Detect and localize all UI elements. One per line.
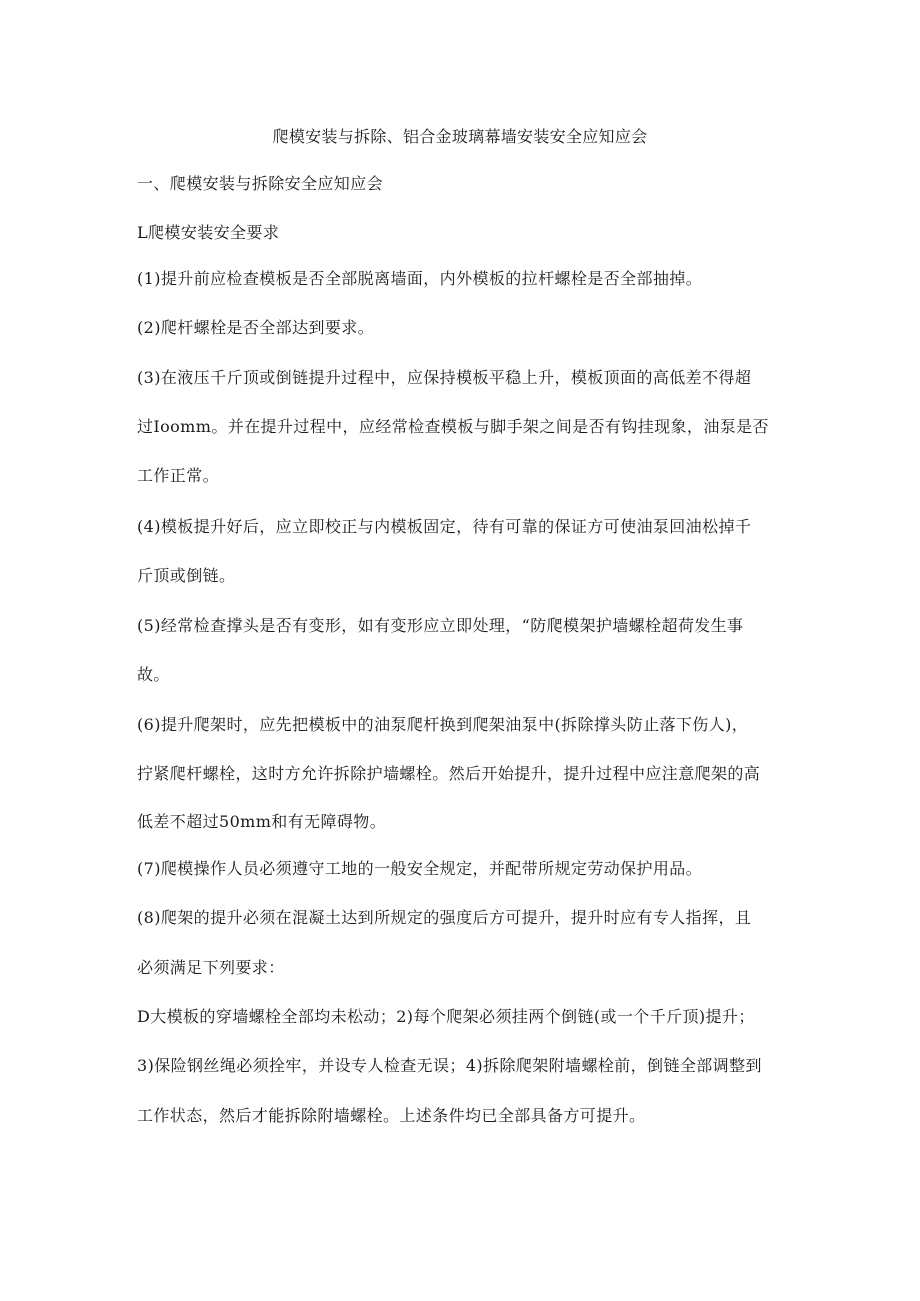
item-5-line-1: (5)经常检查撑头是否有变形，如有变形应立即处理，“防爬模架护墙螺栓超荷发生事 [137, 616, 744, 635]
subsection-heading: L爬模安装安全要求 [137, 223, 280, 242]
item-2: (2)爬杆螺栓是否全部达到要求。 [137, 318, 375, 337]
item-8-line-1: (8)爬架的提升必须在混凝土达到所规定的强度后方可提升，提升时应有专人指挥，且 [137, 908, 752, 927]
requirements-line-3: 工作状态，然后才能拆除附墙螺栓。上述条件均已全部具备方可提升。 [137, 1106, 646, 1125]
item-5-line-2: 故。 [137, 665, 170, 684]
item-3-line-3: 工作正常。 [137, 466, 220, 485]
section-heading: 一、爬模安装与拆除安全应知应会 [137, 174, 384, 193]
item-3-line-2: 过Ioomm。并在提升过程中，应经常检查模板与脚手架之间是否有钩挂现象，油泵是否 [137, 417, 769, 436]
item-6-line-1: (6)提升爬架时，应先把模板中的油泵爬杆换到爬架油泵中(拆除撑头防止落下伤人)， [137, 715, 749, 734]
item-3-line-1: (3)在液压千斤顶或倒链提升过程中，应保持模板平稳上升，模板顶面的高低差不得超 [137, 368, 752, 387]
item-4-line-1: (4)模板提升好后，应立即校正与内模板固定，待有可靠的保证方可使油泵回油松掉千 [137, 517, 752, 536]
item-8-line-2: 必须满足下列要求： [137, 958, 285, 977]
document-title: 爬模安装与拆除、铝合金玻璃幕墙安装安全应知应会 [272, 127, 648, 146]
item-4-line-2: 斤顶或倒链。 [137, 566, 236, 585]
item-6-line-2: 拧紧爬杆螺栓，这时方允许拆除护墙螺栓。然后开始提升，提升过程中应注意爬架的高 [137, 764, 761, 783]
item-1: (1)提升前应检查模板是否全部脱离墙面，内外模板的拉杆螺栓是否全部抽掉。 [137, 269, 703, 288]
requirements-line-1: D大模板的穿墙螺栓全部均未松动；2)每个爬架必须挂两个倒链(或一个千斤顶)提升； [137, 1007, 755, 1026]
item-6-line-3: 低差不超过50mm和有无障碍物。 [137, 812, 387, 831]
item-7: (7)爬模操作人员必须遵守工地的一般安全规定，并配带所规定劳动保护用品。 [137, 859, 703, 878]
requirements-line-2: 3)保险钢丝绳必须拴牢，并设专人检查无误；4)拆除爬架附墙螺栓前，倒链全部调整到 [137, 1056, 762, 1075]
